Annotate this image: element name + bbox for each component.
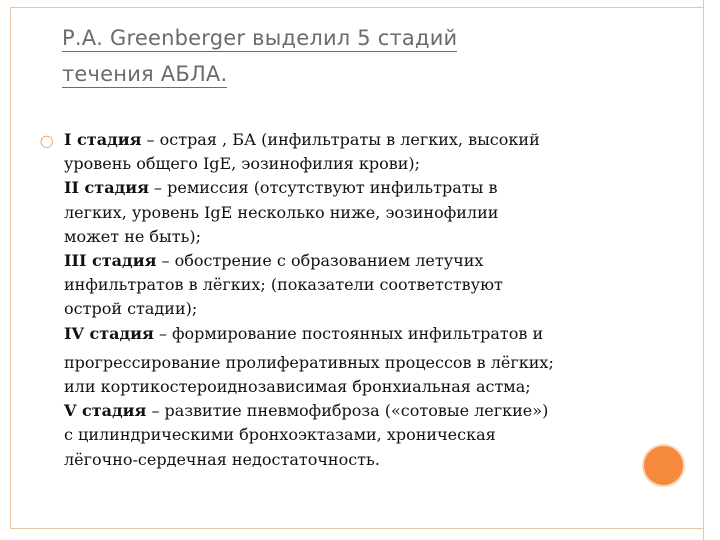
stage-3-line-2: инфильтратов в лёгких; (показатели соответствуют (64, 275, 503, 295)
title-line-1: Р.А. Greenberger выделил 5 стадий (62, 26, 458, 50)
stage-4-name: IV стадия (64, 323, 154, 343)
stage-4-line-3: или кортикостероиднозависимая бронхиальная астма; (64, 377, 531, 397)
stage-4-line-1 (64, 322, 644, 346)
stage-5-line-2: с цилиндрическими бронхоэктазами, хроническая (64, 425, 496, 445)
stage-3-name: III стадия (64, 251, 157, 271)
stage-5-text-1: – развитие пневмофиброза («сотовые легкие») (151, 401, 549, 421)
stage-5-line-1 (64, 399, 644, 423)
stages-text (64, 128, 644, 472)
stage-3-text-1: – обострение с образованием летучих (161, 251, 484, 271)
stage-2-line-1 (64, 176, 644, 200)
stage-2-line-3: может не быть); (64, 226, 201, 246)
stage-5-name: V стадия (64, 401, 147, 421)
stage-2-name: II стадия (64, 178, 149, 198)
stage-3-line-3: острой стадии); (64, 299, 198, 319)
stage-5-line-3: лёгочно-сердечная недостаточность. (64, 449, 380, 469)
stage-1-line-2: уровень общего IgE, эозинофилия крови); (64, 154, 421, 174)
orange-circle-decoration (642, 444, 685, 487)
stage-1-line-1 (64, 128, 644, 152)
stage-4-line-2: прогрессирование пролиферативных процессов в лёгких; (64, 352, 554, 372)
right-border-line (703, 0, 704, 540)
stage-2-line-2: легких, уровень IgE несколько ниже, эозинофилии (64, 202, 499, 222)
stage-4-text-1: – формирование постоянных инфильтратов и (158, 323, 544, 343)
stage-3-line-1 (64, 249, 644, 273)
slide-title (62, 20, 582, 92)
stage-1-name: I стадия (64, 130, 142, 149)
stage-1-text-1: – острая , БА (инфильтраты в легких, высокий (146, 130, 540, 149)
stage-2-text-1: – ремиссия (отсутствуют инфильтраты в (154, 178, 498, 198)
title-line-2: течения АБЛА. (62, 62, 228, 86)
circle-bullet-icon: ◯ (40, 134, 54, 148)
